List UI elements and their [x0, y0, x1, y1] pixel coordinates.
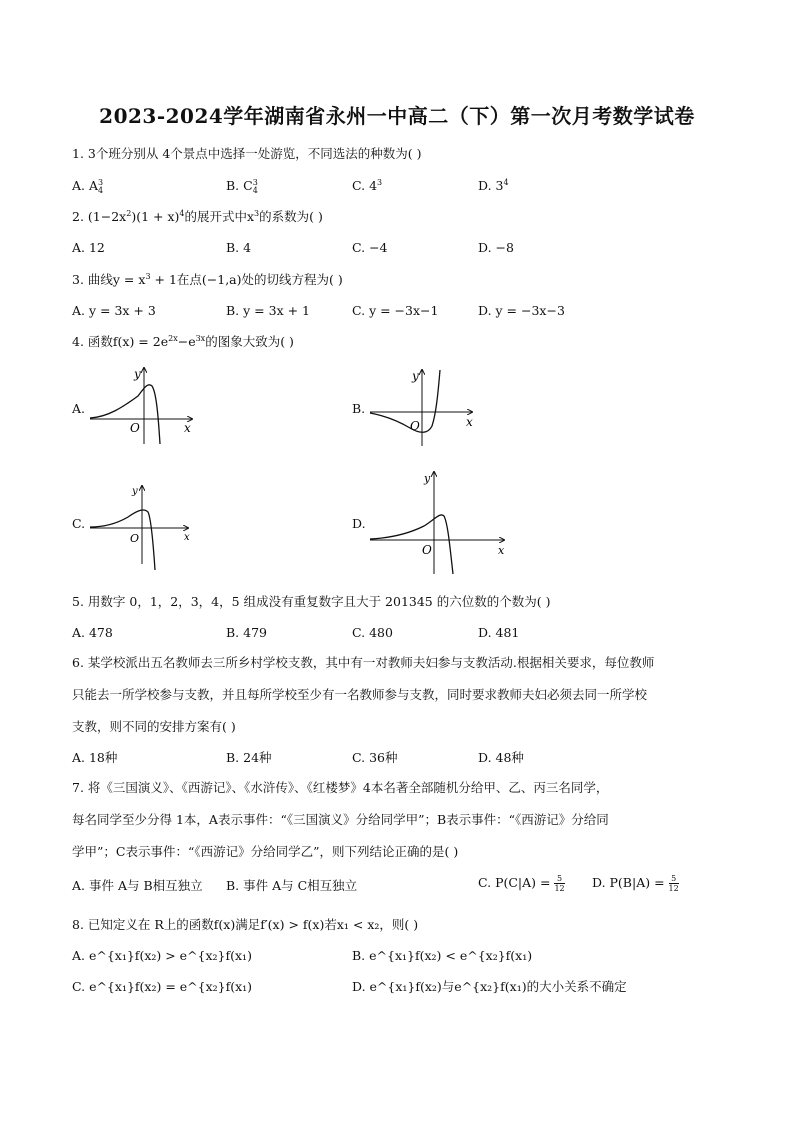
q4-graph-a: [88, 362, 200, 448]
q1-option-b: B. C 3 4: [226, 177, 258, 195]
question-2-stem: 2. $(1-2x^2)(1 + x)^4$的展开式中$x^3$的系数为( ): [72, 208, 323, 224]
question-6-options: [72, 750, 732, 768]
question-6-stem: 6. 某学校派出五名教师去三所乡村学校支教，其中有一对教师夫妇参与支教活动.根据相关要求，每位教师 只能去一所学校参与支教，并且每所学校至少有一名教师参与支教，同时要求教师夫妇必须去同一所学校 支教，则不同的安排方案有( ): [72, 655, 655, 734]
svg-text:y: y: [412, 369, 419, 383]
question-5-stem: 5. 用数字 0，1，2，3，4，5 组成没有重复数字且大于 201345 的六位数的个数为( ): [72, 594, 551, 609]
question-3-stem: 3. 曲线$y = x^3 + 1$在点(−1,a)处的切线方程为( ): [72, 271, 343, 287]
q2-option-c: C. −4: [352, 240, 388, 255]
svg-text:x: x: [498, 544, 505, 557]
q3-option-c: C. y = −3x−1: [352, 303, 439, 318]
q7-option-a: A. 事件 A与 B相互独立: [72, 878, 203, 893]
svg-text:O: O: [410, 419, 420, 433]
svg-text:y: y: [424, 472, 431, 485]
svg-text:O: O: [130, 421, 140, 435]
q6-option-a: A. 18种: [72, 750, 118, 765]
svg-text:O: O: [422, 543, 432, 557]
question-1-stem: 1. 3个班分别从 4个景点中选择一处游览，不同选法的种数为( ): [72, 146, 422, 161]
svg-text:x: x: [466, 415, 473, 429]
q2-option-a: A. 12: [72, 240, 105, 255]
q4-option-c-label: C.: [72, 516, 86, 531]
q3-option-b: B. y = 3x + 1: [226, 303, 310, 318]
q8-option-d: D. e^{x₁}f(x₂)与e^{x₂}f(x₁)的大小关系不确定: [352, 979, 627, 994]
svg-text:x: x: [184, 532, 190, 543]
q5-option-d: D. 481: [478, 625, 520, 640]
page-title: 2023-2024学年湖南省永州一中高二（下）第一次月考数学试卷: [99, 104, 695, 128]
q3-option-a: A. y = 3x + 3: [72, 303, 156, 318]
svg-text:O: O: [130, 532, 140, 545]
q4-option-d-label: D.: [352, 516, 366, 531]
q1-option-a: A. A 3 4: [72, 177, 104, 195]
q5-option-c: C. 480: [352, 625, 393, 640]
q6-option-b: B. 24种: [226, 750, 272, 765]
question-8-stem: 8. 已知定义在 R上的函数f(x)满足f′(x) > f(x)若x₁ < x₂，则( ): [72, 917, 419, 932]
question-7-stem: 7. 将《三国演义》、《西游记》、《水浒传》、《红楼梦》4本名著全部随机分给甲、乙、丙三名同学， 每名同学至少分得 1本，A表示事件：“《三国演义》分给同学甲”；B表示事件：“《西游记》分给同 学甲”；C表示事件：“《西游记》分给同学乙”，则下列结论正确的是( ): [72, 780, 609, 859]
q6-option-d: D. 48种: [478, 750, 524, 765]
svg-text:y: y: [132, 486, 138, 497]
q4-graph-b: [368, 364, 480, 450]
q2-option-b: B. 4: [226, 240, 252, 255]
question-4-stem: 4. 函数$f(x) = 2e^{2x}-e^{3x}$的图象大致为( ): [72, 333, 294, 349]
q8-option-a: A. e^{x₁}f(x₂) > e^{x₂}f(x₁): [72, 948, 252, 963]
q4-option-b-label: B.: [352, 401, 366, 416]
q4-graph-c: [88, 482, 200, 572]
q5-option-b: B. 479: [226, 625, 267, 640]
question-3-options: [72, 303, 732, 321]
question-1-options: [72, 178, 732, 196]
question-5-options: [72, 625, 732, 643]
q6-option-c: C. 36种: [352, 750, 398, 765]
q1-option-c: C. $4^3$: [352, 177, 383, 193]
q7-option-c: C. P(C|A) = $\frac{5}{12}$: [478, 874, 565, 893]
q8-option-c: C. e^{x₁}f(x₂) = e^{x₂}f(x₁): [72, 979, 253, 994]
question-8-options-row2: [72, 979, 732, 997]
q1-option-d: D. $3^4$: [478, 177, 509, 193]
q8-option-b: B. e^{x₁}f(x₂) < e^{x₂}f(x₁): [352, 948, 533, 963]
q7-option-d: D. P(B|A) = $\frac{5}{12}$: [592, 874, 679, 893]
svg-text:y: y: [134, 367, 141, 381]
q7-option-b: B. 事件 A与 C相互独立: [226, 878, 358, 893]
q4-graph-d: [368, 468, 510, 578]
question-7-options: [72, 874, 732, 900]
svg-text:x: x: [184, 421, 191, 435]
question-2-options: [72, 240, 732, 258]
q3-option-d: D. y = −3x−3: [478, 303, 565, 318]
q5-option-a: A. 478: [72, 625, 113, 640]
question-8-options-row1: [72, 948, 732, 966]
q4-option-a-label: A.: [72, 401, 86, 416]
q2-option-d: D. −8: [478, 240, 514, 255]
